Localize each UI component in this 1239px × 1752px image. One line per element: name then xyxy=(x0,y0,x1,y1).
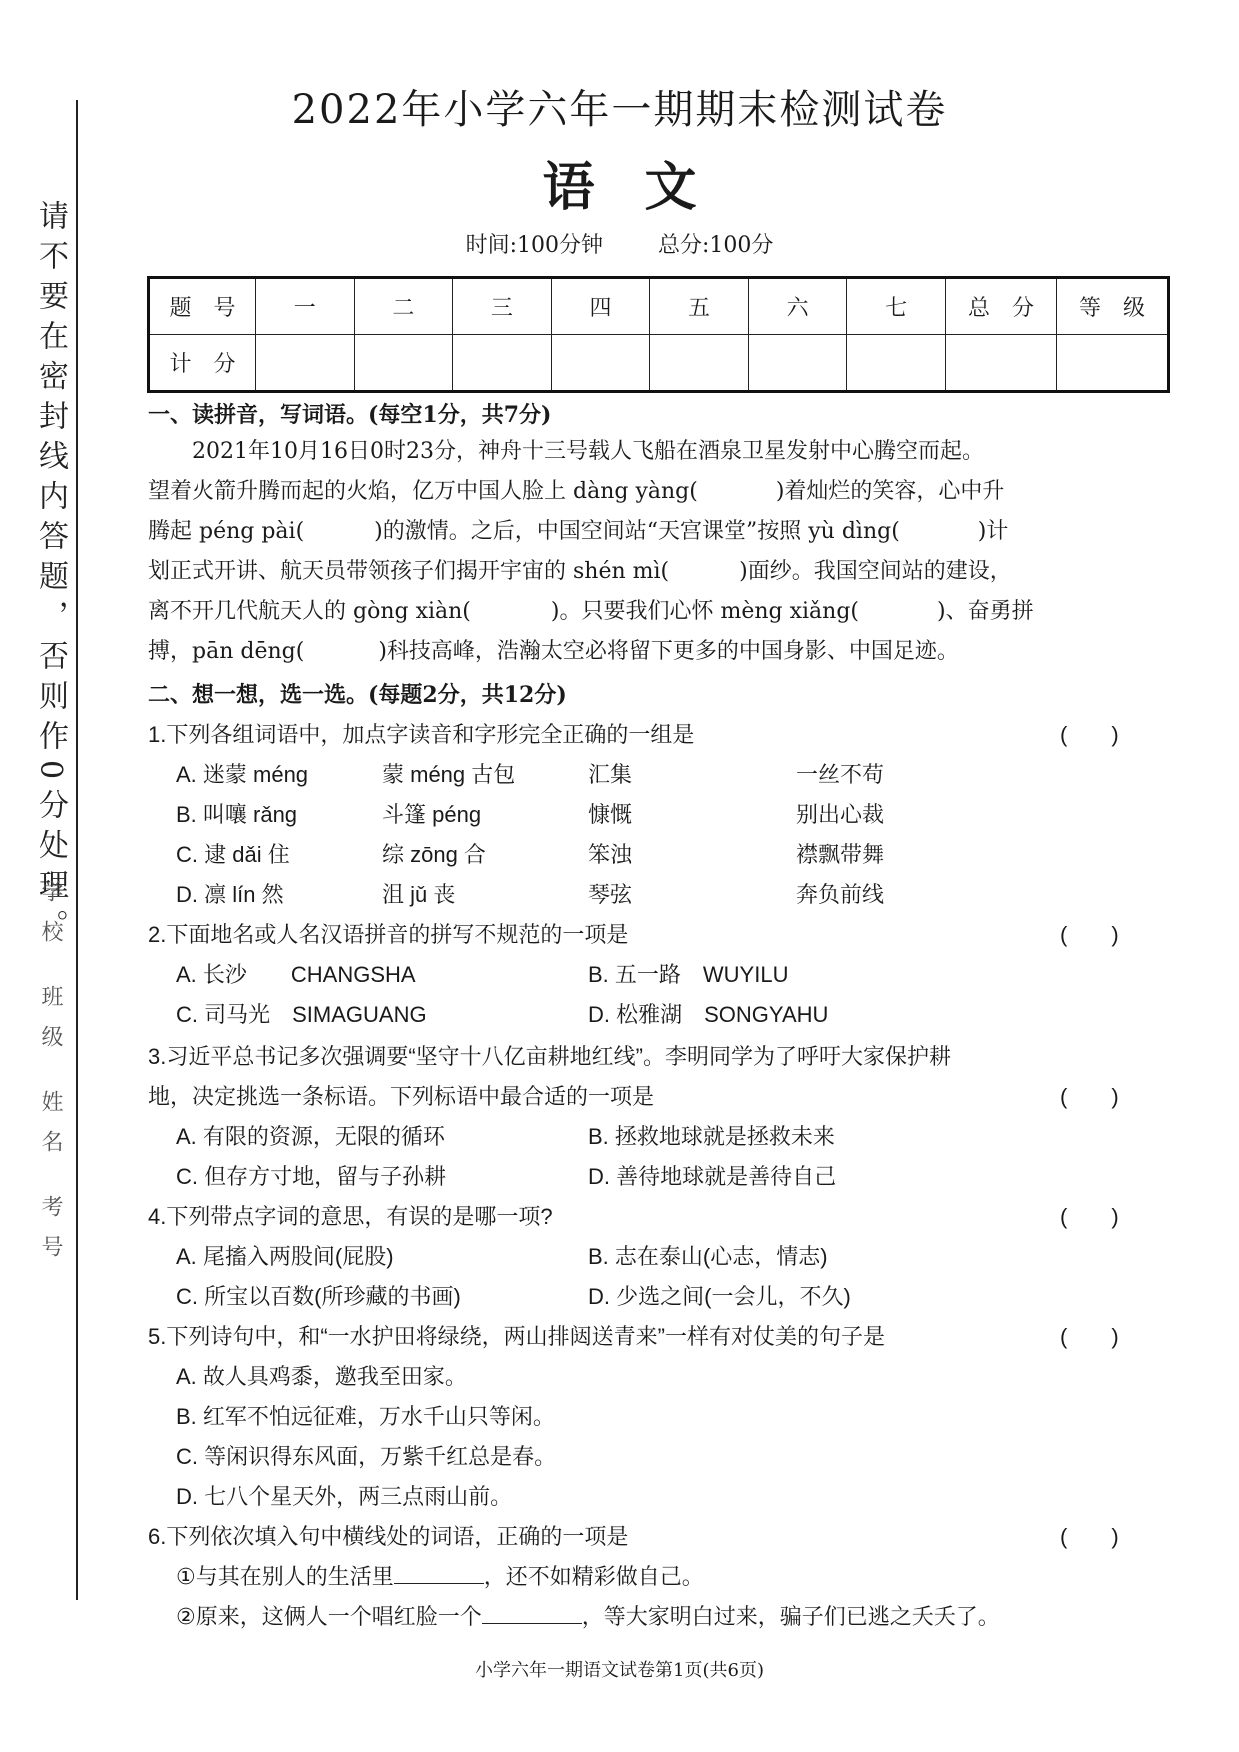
binding-line xyxy=(76,100,78,1600)
q2-option: C. 司马光 SIMAGUANG xyxy=(176,1002,427,1027)
score-header-cell: 四 xyxy=(551,278,650,335)
passage-line: 望着火箭升腾而起的火焰，亿万中国人脸上 dàng yàng( )着灿烂的笑容，心中升 xyxy=(148,479,1005,504)
exam-title: 2022年小学六年一期期末检测试卷 xyxy=(291,87,948,133)
score-header-cell: 五 xyxy=(650,278,749,335)
section2-heading: 二、想一想，选一选。(每题2分，共12分) xyxy=(148,682,567,708)
score-header-cell: 一 xyxy=(256,278,355,335)
q3-option: B. 拯救地球就是拯救未来 xyxy=(588,1124,835,1149)
answer-paren[interactable]: ( ) xyxy=(1060,722,1119,747)
passage-line: 2021年10月16日0时23分，神舟十三号载人飞船在酒泉卫星发射中心腾空而起。 xyxy=(192,439,984,464)
q3-option: C. 但存方寸地，留与子孙耕 xyxy=(176,1164,447,1189)
q1-option: 襟飘带舞 xyxy=(796,842,885,867)
q5-option: B. 红军不怕远征难，万水千山只等闲。 xyxy=(176,1404,555,1429)
q1-option: 斗篷 péng xyxy=(382,802,482,827)
q1-option: 奔负前线 xyxy=(796,882,885,907)
score-header-cell: 题 号 xyxy=(149,278,256,335)
question-2-stem: 2.下面地名或人名汉语拼音的拼写不规范的一项是 xyxy=(148,922,629,947)
answer-paren[interactable]: ( ) xyxy=(1060,1084,1119,1109)
score-cell[interactable] xyxy=(453,335,552,392)
score-header-cell: 二 xyxy=(354,278,453,335)
q4-option: A. 尾搐入两股间(屁股) xyxy=(176,1244,394,1269)
q1-option: 汇集 xyxy=(588,762,633,787)
question-6-stem: 6.下列依次填入句中横线处的词语，正确的一项是 xyxy=(148,1524,629,1549)
score-table xyxy=(147,276,1170,393)
score-cell[interactable] xyxy=(650,335,749,392)
q2-option: D. 松雅湖 SONGYAHU xyxy=(588,1002,829,1027)
fill-line[interactable] xyxy=(482,1603,582,1624)
q1-option: 琴弦 xyxy=(588,882,633,907)
question-4-stem: 4.下列带点字词的意思，有误的是哪一项? xyxy=(148,1204,553,1229)
q1-option: 别出心裁 xyxy=(796,802,885,827)
score-cell[interactable] xyxy=(847,335,946,392)
q1-option: 蒙 méng 古包 xyxy=(382,762,516,787)
passage-line: 腾起 péng pài( )的激情。之后，中国空间站“天宫课堂”按照 yù dìng( )计 xyxy=(148,519,1009,544)
section1-heading: 一、读拼音，写词语。(每空1分，共7分) xyxy=(148,402,552,428)
score-cell[interactable] xyxy=(354,335,453,392)
score-table-score-row xyxy=(149,335,1169,392)
passage-line: 离不开几代航天人的 gòng xiàn( )。只要我们心怀 mèng xiǎng( )、奋勇拼 xyxy=(148,599,1034,624)
q1-option: 综 zōng 合 xyxy=(382,842,486,867)
q1-option: 笨浊 xyxy=(588,842,633,867)
passage-line: 划正式开讲、航天员带领孩子们揭开宇宙的 shén mì( )面纱。我国空间站的建设， xyxy=(148,559,1012,584)
exam-time: 时间:100分钟 xyxy=(465,233,603,258)
section1-passage xyxy=(148,432,1153,672)
score-cell[interactable] xyxy=(1057,335,1169,392)
q4-option: B. 志在泰山(心志，情志) xyxy=(588,1244,828,1269)
q2-option: B. 五一路 WUYILU xyxy=(588,962,789,987)
q1-option: C. 逮 dǎi 住 xyxy=(176,842,290,867)
score-header-cell: 等 级 xyxy=(1057,278,1169,335)
score-cell[interactable] xyxy=(748,335,847,392)
score-cell[interactable] xyxy=(256,335,355,392)
q1-option: 一丝不苟 xyxy=(796,762,885,787)
score-header-cell: 七 xyxy=(847,278,946,335)
answer-paren[interactable]: ( ) xyxy=(1060,1524,1119,1549)
time-and-score xyxy=(0,228,1239,259)
score-header-cell: 六 xyxy=(748,278,847,335)
q5-option: A. 故人具鸡黍，邀我至田家。 xyxy=(176,1364,467,1389)
score-header-cell: 总 分 xyxy=(946,278,1057,335)
q4-option: D. 少选之间(一会儿，不久) xyxy=(588,1284,851,1309)
score-row-label: 计 分 xyxy=(149,335,256,392)
score-cell[interactable] xyxy=(946,335,1057,392)
q4-option: C. 所宝以百数(所珍藏的书画) xyxy=(176,1284,461,1309)
fill-line[interactable] xyxy=(394,1563,484,1584)
q1-option: D. 凛 lín 然 xyxy=(176,882,284,907)
q1-option: A. 迷蒙 méng xyxy=(176,762,309,787)
score-header-cell: 三 xyxy=(453,278,552,335)
subject-title: 语文 xyxy=(542,157,747,218)
score-cell[interactable] xyxy=(551,335,650,392)
q1-option: 沮 jǔ 丧 xyxy=(382,882,456,907)
question-3-stem-cont: 地，决定挑选一条标语。下列标语中最合适的一项是 xyxy=(148,1084,655,1109)
q5-option: D. 七八个星天外，两三点雨山前。 xyxy=(176,1484,513,1509)
score-table-header-row xyxy=(149,278,1169,335)
question-1-stem: 1.下列各组词语中，加点字读音和字形完全正确的一组是 xyxy=(148,722,695,747)
answer-paren[interactable]: ( ) xyxy=(1060,1324,1119,1349)
question-3-stem: 3.习近平总书记多次强调要“坚守十八亿亩耕地红线”。李明同学为了呼吁大家保护耕 xyxy=(148,1044,952,1069)
q1-option: 慷慨 xyxy=(588,802,633,827)
answer-paren[interactable]: ( ) xyxy=(1060,922,1119,947)
exam-total: 总分:100分 xyxy=(658,233,774,258)
answer-paren[interactable]: ( ) xyxy=(1060,1204,1119,1229)
passage-line: 搏，pān dēng( )科技高峰，浩瀚太空必将留下更多的中国身影、中国足迹。 xyxy=(148,639,959,664)
q2-option: A. 长沙 CHANGSHA xyxy=(176,962,416,987)
page-footer: 小学六年一期语文试卷第1页(共6页) xyxy=(475,1660,764,1681)
q3-option: D. 善待地球就是善待自己 xyxy=(588,1164,837,1189)
q3-option: A. 有限的资源，无限的循环 xyxy=(176,1124,445,1149)
q6-sentence-2: ②原来，这俩人一个唱红脸一个 ，等大家明白过来，骗子们已逃之夭夭了。 xyxy=(176,1604,1000,1629)
q1-option: B. 叫嚷 rǎng xyxy=(176,802,298,827)
q5-option: C. 等闲识得东风面，万紫千红总是春。 xyxy=(176,1444,557,1469)
binding-warning: 请不要在密封线内答题，否则作0分处理。 xyxy=(33,200,68,950)
q6-sentence-1: ①与其在别人的生活里 ，还不如精彩做自己。 xyxy=(176,1564,704,1589)
question-5-stem: 5.下列诗句中，和“一水护田将绿绕，两山排闼送青来”一样有对仗美的句子是 xyxy=(148,1324,886,1349)
binding-fields: 学校 班级 姓名 考号 xyxy=(38,880,63,1275)
